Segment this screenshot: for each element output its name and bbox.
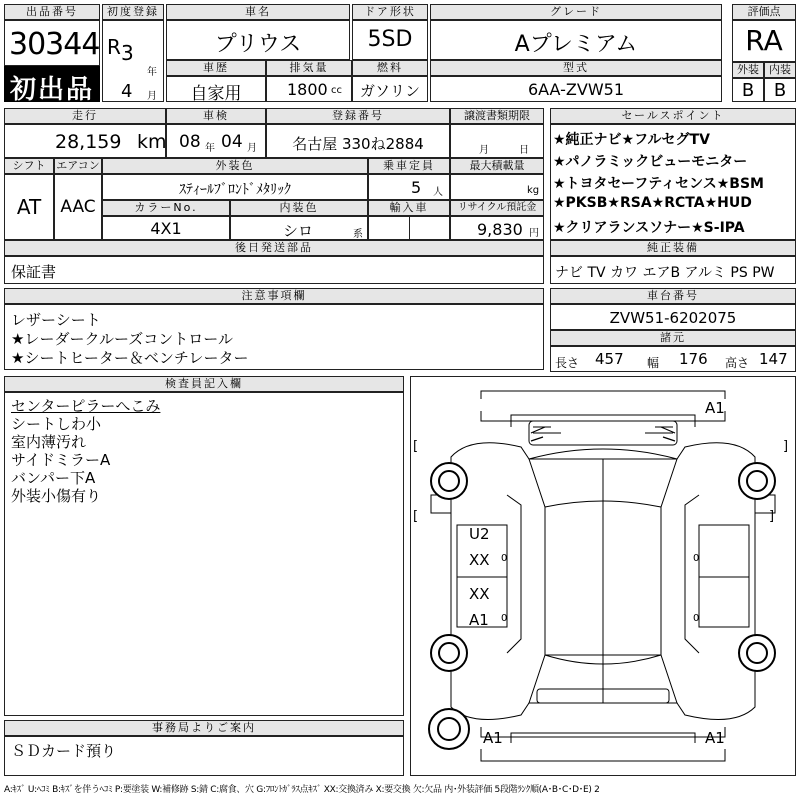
mileage-label: 走行: [4, 108, 166, 124]
int-color-cell: [230, 216, 368, 240]
transfer-label: 譲渡書類期限: [450, 108, 544, 124]
equipment-cell: [550, 256, 796, 284]
mileage: 28,159: [55, 131, 122, 153]
load-label: 最大積載量: [450, 158, 544, 174]
ac: AAC: [60, 197, 96, 217]
mark-left-rear-door: XX: [469, 585, 490, 603]
grade-label: グレード: [430, 4, 722, 20]
inspector-line-5: バンパー下A: [11, 469, 96, 487]
plate-cell: [266, 124, 450, 158]
note-2: ★レーダークルーズコントロール: [11, 330, 233, 348]
inspector-cell: [4, 392, 404, 716]
car-name-label: 車名: [166, 4, 350, 20]
mark-left-rear-zero: 0: [501, 613, 508, 624]
first-listing-badge: [4, 66, 100, 105]
displacement-unit: cc: [331, 85, 342, 96]
score: RA: [745, 24, 783, 57]
door-cell: [352, 20, 428, 60]
int-grade-cell: [764, 78, 796, 102]
capacity-label: 乗車定員: [368, 158, 450, 174]
displacement-label: 排気量: [266, 60, 352, 76]
fuel-cell: [352, 76, 428, 102]
mileage-unit: km: [137, 131, 167, 153]
int-grade: B: [773, 80, 787, 101]
ext-grade-cell: [732, 78, 764, 102]
sales-point-1: ★純正ナビ★フルセグTV: [553, 132, 710, 148]
office-label: 事務局よりご案内: [4, 720, 404, 736]
length-label: 長さ: [555, 356, 580, 370]
model-code: 6AA-ZVW51: [527, 80, 625, 99]
sales-point-2: ★パノラミックビューモニター: [553, 154, 748, 170]
plate-label: 登録番号: [266, 108, 450, 124]
length-value: 457: [595, 350, 624, 368]
inspector-label: 検査員記入欄: [4, 376, 404, 392]
capacity: 5: [411, 178, 422, 197]
inspection-month: 04: [221, 132, 243, 152]
first-reg-year-unit: 年: [147, 67, 157, 78]
import-cell: [368, 216, 450, 240]
mark-right-rear-zero: 0: [693, 613, 700, 624]
chassis-number: ZVW51-6202075: [609, 309, 737, 327]
shift: AT: [16, 195, 42, 219]
displacement-cell: [266, 76, 352, 102]
note-3: ★シートヒーター＆ベンチレーター: [11, 349, 249, 367]
inspection-year: 08: [179, 132, 201, 152]
sales-point-5: ★クリアランスソナー★S-IPA: [553, 220, 745, 236]
ext-color: ｽﾃｨｰﾙﾌﾞﾛﾝﾄﾞﾒﾀﾘｯｸ: [179, 182, 291, 198]
ext-color-cell: [102, 174, 368, 200]
recycle-amount: 9,830: [477, 220, 523, 239]
later-parts-cell: [4, 256, 544, 284]
dimensions-cell: [550, 346, 796, 372]
inspection-month-unit: 月: [247, 143, 257, 154]
load-unit: kg: [527, 185, 540, 196]
car-damage-diagram: [411, 377, 795, 775]
mark-right-bracket-2: ]: [769, 509, 775, 524]
transfer-day-unit: 日: [519, 145, 529, 156]
first-reg-month-unit: 月: [147, 91, 157, 102]
inspection-year-unit: 年: [205, 143, 215, 154]
later-parts-value: 保証書: [11, 263, 57, 281]
fuel: ガソリン: [359, 82, 420, 100]
int-color: シロ: [283, 222, 314, 240]
inspector-line-2: シートしわ小: [11, 415, 102, 433]
history-label: 車歴: [166, 60, 266, 76]
ext-color-label: 外装色: [102, 158, 368, 174]
office-cell: [4, 736, 404, 776]
door-label: ドア形状: [352, 4, 428, 20]
inspector-line-1: センターピラーへこみ: [11, 397, 161, 415]
mark-rear-right: A1: [705, 729, 725, 747]
mark-right-front-zero: 0: [693, 553, 700, 564]
inspector-line-4: サイドミラーA: [11, 451, 111, 469]
mark-right-bracket: ]: [783, 439, 789, 454]
history: 自家用: [190, 84, 242, 104]
int-color-unit: 系: [353, 229, 363, 240]
lot-number-cell: [4, 20, 100, 66]
equipment-items: ナビ TV カワ エアB アルミ PS PW: [555, 265, 775, 281]
first-listing-label: 初出品: [9, 75, 94, 105]
mark-left-rear-door-2: A1: [469, 611, 489, 629]
mileage-cell: [4, 124, 166, 158]
plate-number: 名古屋 330ね2884: [292, 135, 424, 153]
recycle-label: リサイクル預託金: [450, 200, 544, 216]
sales-point-4: ★PKSB★RSA★RCTA★HUD: [553, 195, 752, 211]
ac-cell: [54, 174, 102, 240]
model-label: 型式: [430, 60, 722, 76]
sales-point-3: ★トヨタセーフティセンス★BSM: [553, 176, 764, 192]
dimensions-label: 諸元: [550, 330, 796, 346]
mark-left-bracket-2: [: [413, 509, 419, 524]
car-diagram-frame: [410, 376, 796, 776]
note-1: レザーシート: [11, 311, 101, 329]
mark-rear-left: A1: [483, 729, 503, 747]
first-reg-label: 初度登録: [102, 4, 164, 20]
inspector-line-6: 外装小傷有り: [11, 487, 102, 505]
inspection-cell: [166, 124, 266, 158]
mark-front-bumper: A1: [705, 399, 725, 417]
int-grade-label: 内装: [764, 62, 796, 78]
recycle-cell: [450, 216, 544, 240]
ac-label: エアコン: [54, 158, 102, 174]
later-parts-label: 後日発送部品: [4, 240, 544, 256]
grade-cell: [430, 20, 722, 60]
sales-points-cell: [550, 124, 796, 240]
shift-label: シフト: [4, 158, 54, 174]
import-label: 輸入車: [368, 200, 450, 216]
inspection-label: 車検: [166, 108, 266, 124]
import-divider: [409, 217, 410, 239]
equipment-label: 純正装備: [550, 240, 796, 256]
mark-left-front-door-2: XX: [469, 551, 490, 569]
first-reg-year: 3: [121, 41, 134, 65]
capacity-unit: 人: [433, 187, 443, 198]
color-no-label: カラーNo.: [102, 200, 230, 216]
mark-left-front-zero: 0: [501, 553, 508, 564]
capacity-cell: [368, 174, 450, 200]
first-reg-month: 4: [121, 81, 133, 102]
width-value: 176: [679, 350, 708, 368]
shift-cell: [4, 174, 54, 240]
height-value: 147: [759, 350, 788, 368]
transfer-cell: [450, 124, 544, 158]
notes-label: 注意事項欄: [4, 288, 544, 304]
score-cell: [732, 20, 796, 62]
load-cell: [450, 174, 544, 200]
lot-number: 30344: [9, 27, 100, 62]
first-reg-cell: [102, 20, 164, 102]
lot-number-label: 出品番号: [4, 4, 100, 20]
color-no: 4X1: [150, 219, 182, 238]
chassis-cell: [550, 304, 796, 330]
footer-legend: A:ｷｽﾞ U:ﾍｺﾐ B:ｷｽﾞを伴うﾍｺﾐ P:要塗装 W:補修跡 S:錆 C:腐食、穴 G:ﾌﾛﾝﾄｶﾞﾗｽ点ｷｽﾞ XX:交換済み X:要交換 欠:欠品 内･外装評価 5段階ﾗﾝｸ順(A･B･C･D･E) 2: [4, 785, 600, 795]
grade: Aプレミアム: [514, 32, 638, 57]
chassis-label: 車台番号: [550, 288, 796, 304]
score-label: 評価点: [732, 4, 796, 20]
mark-left-front-door: U2: [469, 525, 490, 543]
car-name: プリウス: [214, 32, 302, 57]
door-type: 5SD: [367, 27, 413, 52]
office-value: ＳＤカード預り: [11, 742, 117, 760]
notes-cell: [4, 304, 544, 370]
first-reg-era: R: [107, 35, 121, 59]
color-no-cell: [102, 216, 230, 240]
mark-left-bracket: [: [413, 439, 419, 454]
history-cell: [166, 76, 266, 102]
recycle-unit: 円: [529, 228, 539, 239]
height-label: 高さ: [725, 356, 750, 370]
transfer-month-unit: 月: [479, 145, 489, 156]
car-name-cell: [166, 20, 350, 60]
ext-grade-label: 外装: [732, 62, 764, 78]
int-color-label: 内装色: [230, 200, 368, 216]
width-label: 幅: [647, 356, 660, 370]
model-cell: [430, 76, 722, 102]
fuel-label: 燃料: [352, 60, 428, 76]
sales-points-label: セールスポイント: [550, 108, 796, 124]
ext-grade: B: [741, 80, 755, 101]
inspector-line-3: 室内薄汚れ: [11, 433, 87, 451]
displacement: 1800: [287, 80, 328, 99]
